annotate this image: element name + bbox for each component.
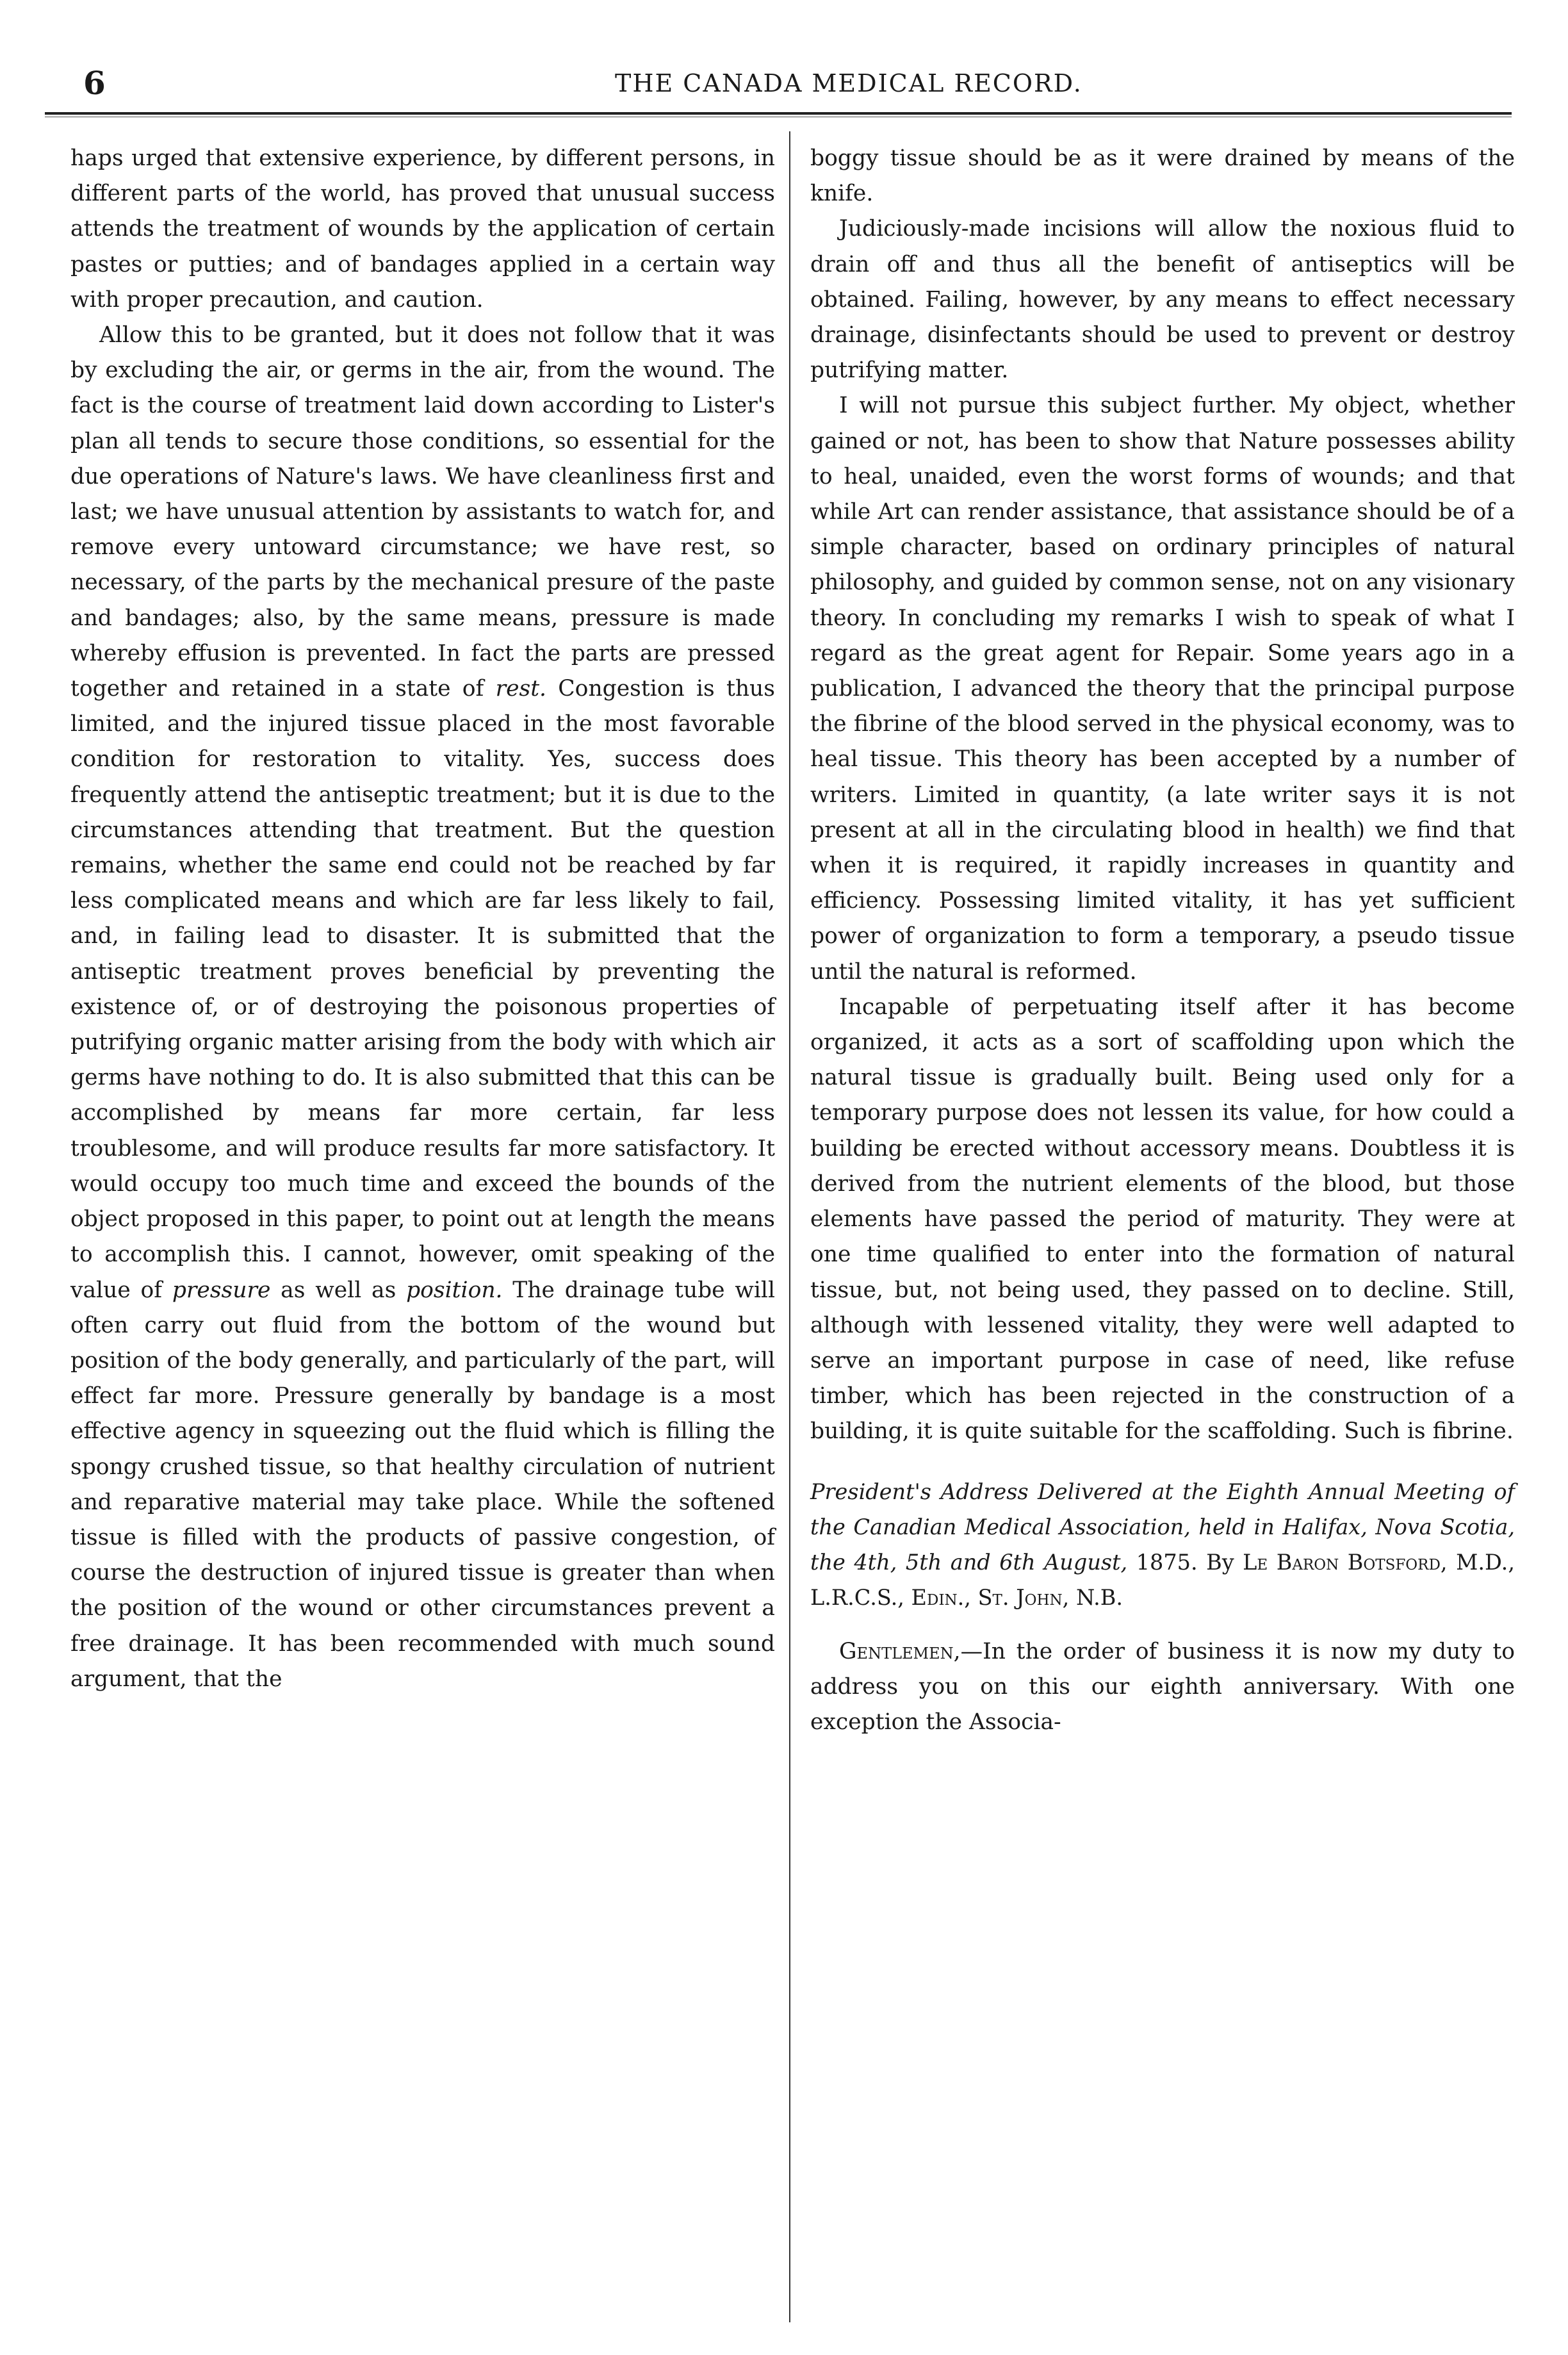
text-run: Allow this to be granted, but it does not follow that it was by excluding the air, or germs in the air, from the wound. The fact is the course of treatment laid down according to Lister's plan all tends to secure those conditions, so essential for the due operations of Nature's laws. We have cleanliness first and last; we have unusual attention by assistants to watch for, and remove every untoward circumstance; we have rest, so necessary, of the parts by the mechanical presure of the paste and bandages; also, by the same means, pressure is made whereby effusion is prevented. In fact the parts are pressed together and retained in a state of — [70, 322, 775, 702]
italic-word: position. — [406, 1277, 503, 1303]
article-title — [810, 1474, 1515, 1615]
right-column — [810, 141, 1515, 1740]
paragraph: haps urged that extensive experience, by different persons, in different parts of the world, has proved that unusual success attends the treatment of wounds by the application of certain pastes or putties; and of bandages applied in a certain way with proper precaution, and caution. — [70, 145, 775, 313]
running-head: THE CANADA MEDICAL RECORD. — [615, 69, 1082, 97]
salutation: Gentlemen, — [839, 1638, 961, 1664]
text-run: Congestion is thus limited, and the injured tissue placed in the most favorable condition for restoration to vitality. Yes, success does frequently attend the antiseptic treatment; but it is due to the circumstances attending that treatment. But the question remains, whether the same end could not be reached by far less complicated means and which are far less likely to fail, and, in failing lead to disaster. It is submitted that the antiseptic treatment proves beneficial by preventing the existence of, or of destroying the poisonous properties of putrifying organic matter arising from the body with which air germs have nothing to do. It is also submitted that this can be accomplished by means far more certain, far less troublesome, and will produce results far more satisfactory. It would occupy too much time and exceed the bounds of the object proposed in this paper, to point out at length the means to accomplish this. I cannot, however, omit speaking of the value of — [70, 676, 775, 1303]
header-rule — [45, 112, 1512, 117]
title-italic: President's Address Delivered at the Eighth Annual Meeting of the Canadian Medical Association, held in Halifax, Nova Scotia, the 4th, 5th and 6th August, — [810, 1479, 1515, 1575]
paragraph: Incapable of perpetuating itself after it has become organized, it acts as a sort of scaffolding upon which the natural tissue is gradually built. Being used only for a temporary purpose does not lessen its value, for how could a building be erected without accessory means. Doubtless it is derived from the nutrient elements of the blood, but those elements have passed the period of maturity. They were at one time qualified to enter into the formation of natural tissue, but, not being used, they passed on to decline. Still, although with lessened vitality, they were well adapted to serve an important purpose in case of need, like refuse timber, which has been rejected in the construction of a building, it is quite suitable for the scaffolding. Such is fibrine. — [810, 994, 1515, 1445]
page-number: 6 — [83, 64, 106, 102]
title-year: 1875. By — [1127, 1549, 1234, 1575]
page-header — [83, 64, 1505, 115]
paragraph: Judiciously-made incisions will allow the noxious fluid to drain off and thus all the benefit of antiseptics will be obtained. Failing, however, by any means to effect necessary drainage, disinfectants should be used to prevent or destroy putrifying matter. — [810, 216, 1515, 384]
italic-word: rest. — [495, 676, 547, 702]
italic-word: pressure — [172, 1277, 271, 1303]
text-run: —In the order of business it is now my duty to address you on this our eighth anniversary. With one exception the Associa- — [810, 1638, 1515, 1735]
paragraph: I will not pursue this subject further. My object, whether gained or not, has been to show that Nature possesses ability to heal, unaided, even the worst forms of wounds; and that while Art can render assistance, that assistance should be of a simple character, based on ordinary principles of natural philosophy, and guided by common sense, not on any visionary theory. In concluding my remarks I wish to speak of what I regard as the great agent for Repair. Some years ago in a publication, I advanced the theory that the principal purpose the fibrine of the blood served in the physical economy, was to heal tissue. This theory has been accepted by a number of writers. Limited in quantity, (a late writer says it is not present at all in the circulating blood in health) we find that when it is required, it rapidly increases in quantity and efficiency. Possessing limited vitality, it has yet sufficient power of organization to form a temporary, a pseudo tissue until the natural is reformed. — [810, 393, 1515, 985]
opening-paragraph — [810, 1634, 1515, 1741]
column-divider — [789, 131, 790, 2322]
text-run: as well as — [270, 1277, 396, 1303]
left-column — [70, 141, 775, 1697]
text-run: The drainage tube will often carry out fluid from the bottom of the wound but position of the body generally, and particularly of the part, will effect far more. Pressure generally by bandage is a most effective agency in squeezing out the fluid which is filling the spongy crushed tissue, so that healthy circulation of nutrient and reparative material may take place. While the softened tissue is filled with the products of passive congestion, of course the destruction of injured tissue is greater than when the position of the wound or other circumstances prevent a free drainage. It has been recommended with much sound argument, that the — [70, 1277, 775, 1692]
paragraph — [70, 318, 775, 1697]
title-byline: Le Baron Botsford, M.D., L.R.C.S., Edin., St. John, N.B. — [810, 1549, 1515, 1610]
paragraph: boggy tissue should be as it were drained by means of the knife. — [810, 145, 1515, 207]
